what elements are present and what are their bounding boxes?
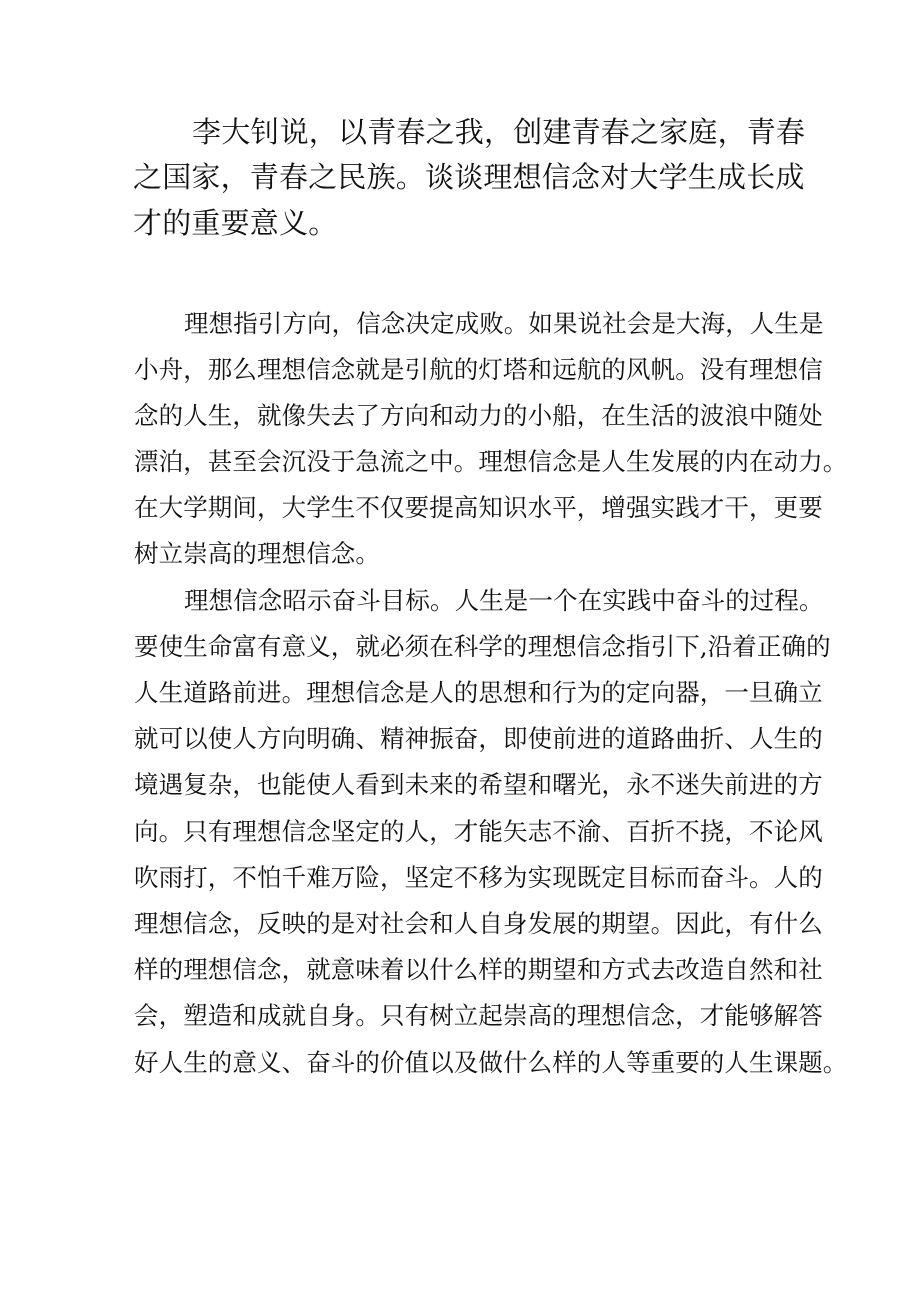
paragraph-line: 样的理想信念，就意味着以什么样的期望和方式去改造自然和社: [134, 955, 823, 984]
paragraph-line: 小舟，那么理想信念就是引航的灯塔和远航的风帆。没有理想信: [134, 355, 823, 384]
paragraph-line: 理想指引方向，信念决定成败。如果说社会是大海，人生是: [184, 309, 824, 338]
paragraph-line: 念的人生，就像失去了方向和动力的小船，在生活的波浪中随处: [134, 401, 823, 430]
paragraph-line: 理想信念昭示奋斗目标。人生是一个在实践中奋斗的过程。: [184, 586, 824, 615]
paragraph-line: 树立崇高的理想信念。: [134, 539, 380, 568]
paragraph-line: 人生道路前进。理想信念是人的思想和行为的定向器，一旦确立: [134, 678, 823, 707]
paragraph-line: 境遇复杂，也能使人看到未来的希望和曙光，永不迷失前进的方: [134, 770, 823, 799]
paragraph-line: 吹雨打，不怕千难万险，坚定不移为实现既定目标而奋斗。人的: [134, 863, 823, 892]
title-line: 李大钊说，以青春之我，创建青春之家庭，青春: [192, 115, 806, 149]
paragraph-line: 就可以使人方向明确、精神振奋，即使前进的道路曲折、人生的: [134, 724, 823, 753]
paragraph-line: 在大学期间，大学生不仅要提高知识水平，增强实践才干，更要: [134, 493, 823, 522]
paragraph-line: 理想信念，反映的是对社会和人自身发展的期望。因此，有什么: [134, 909, 823, 938]
title-line: 之国家，青春之民族。谈谈理想信念对大学生成长成: [133, 160, 805, 194]
paragraph-line: 漂泊，甚至会沉没于急流之中。理想信念是人生发展的内在动力。: [134, 447, 848, 476]
paragraph-line: 向。只有理想信念坚定的人，才能矢志不渝、百折不挠，不论风: [134, 817, 823, 846]
paragraph-line: 会，塑造和成就自身。只有树立起崇高的理想信念，才能够解答: [134, 1001, 823, 1030]
title-line: 才的重要意义。: [133, 206, 338, 240]
paragraph-line: 好人生的意义、奋斗的价值以及做什么样的人等重要的人生课题。: [134, 1048, 848, 1077]
paragraph-line: 要使生命富有意义，就必须在科学的理想信念指引下,沿着正确的: [134, 632, 831, 661]
